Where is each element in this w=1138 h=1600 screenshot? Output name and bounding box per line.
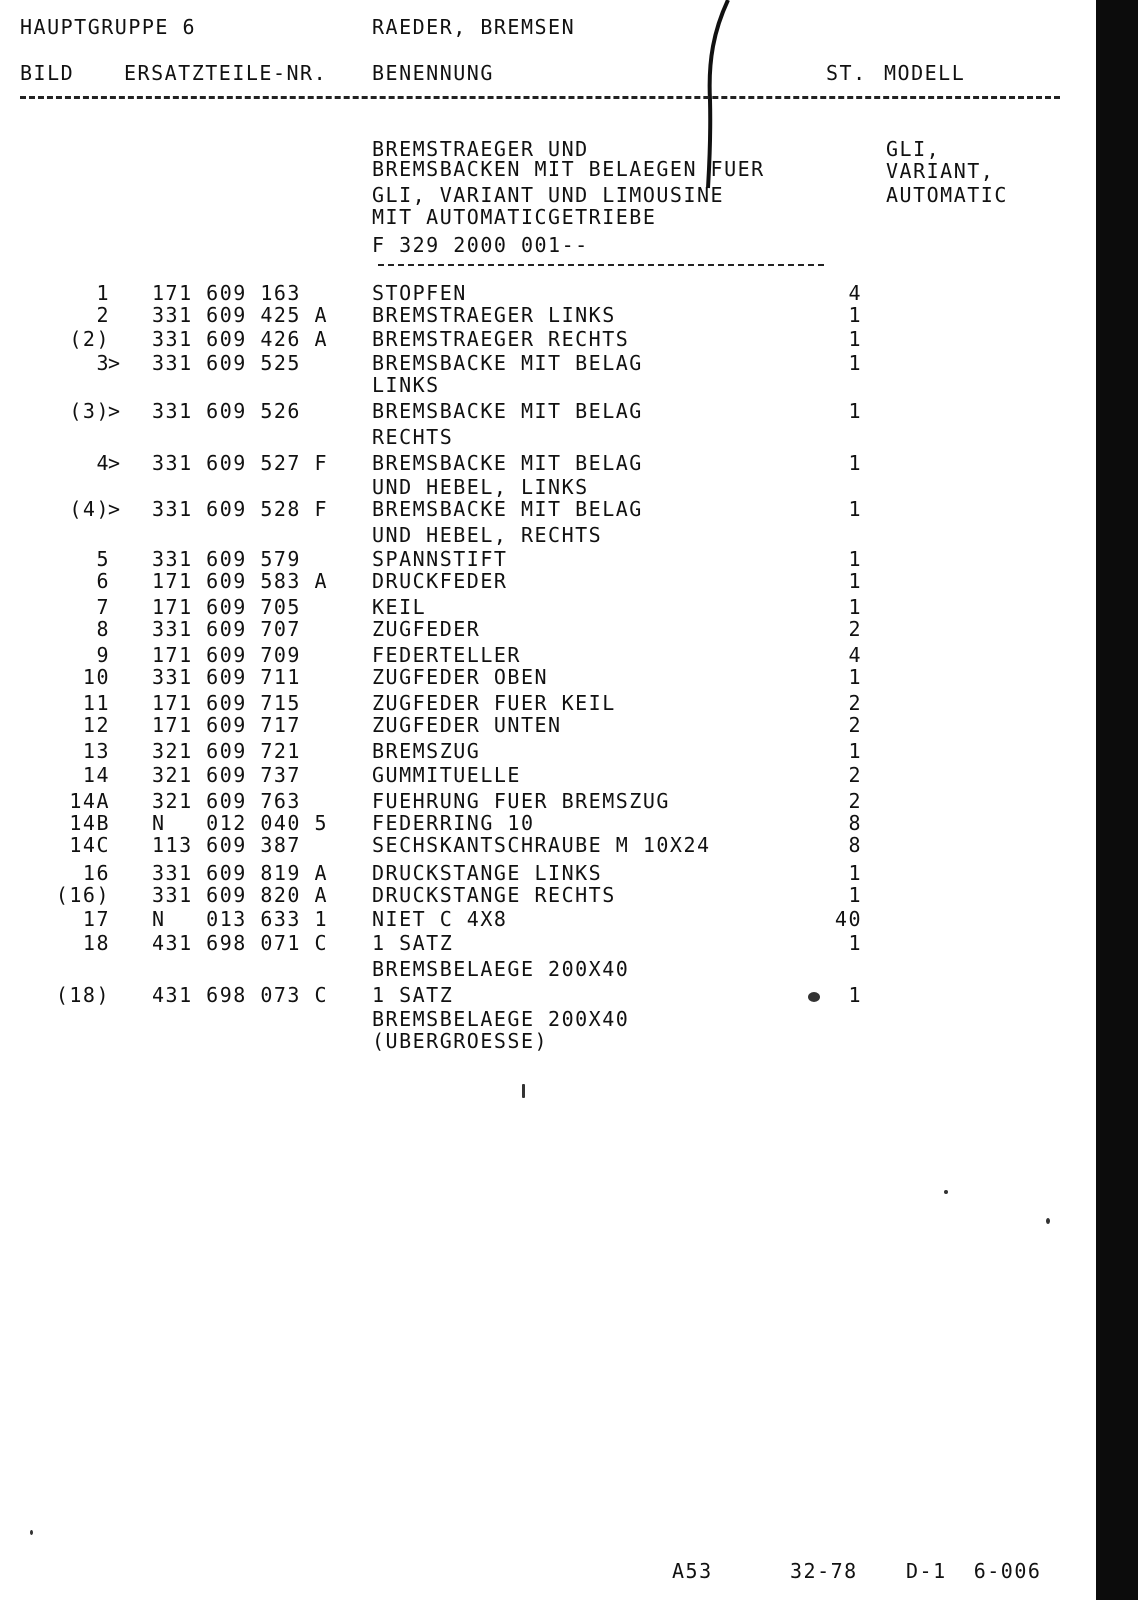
assembly-line-3: GLI, VARIANT UND LIMOUSINE xyxy=(372,183,725,207)
column-header-quantity: ST. xyxy=(826,61,867,85)
item-quantity: 1 xyxy=(848,739,862,763)
item-part-number: 321 609 763 xyxy=(152,789,301,813)
table-row xyxy=(0,351,1000,397)
item-description-continued: BREMSBELAEGE 200X40 xyxy=(372,1007,630,1031)
header-divider xyxy=(20,96,1060,99)
item-part-number: 171 609 715 xyxy=(152,691,301,715)
item-part-number: 171 609 583 A xyxy=(152,569,329,593)
model-line-2: VARIANT, xyxy=(886,159,995,183)
item-description: ZUGFEDER OBEN xyxy=(372,665,549,689)
assembly-divider xyxy=(378,264,824,266)
item-quantity: 2 xyxy=(848,617,862,641)
item-part-number: 331 609 819 A xyxy=(152,861,329,885)
footer-page-number: D-1 6-006 xyxy=(906,1559,1042,1583)
table-row xyxy=(0,282,1000,304)
scan-speck xyxy=(522,1084,525,1098)
scan-speck xyxy=(944,1190,948,1194)
item-figure-number: 14 xyxy=(82,763,110,787)
table-row xyxy=(0,764,1000,786)
item-figure-number: 14C xyxy=(69,833,110,857)
table-row xyxy=(0,740,1000,762)
item-part-number: 321 609 721 xyxy=(152,739,301,763)
table-row xyxy=(0,451,1000,499)
item-part-number: N 012 040 5 xyxy=(152,811,329,835)
column-header-part-number: ERSATZTEILE-NR. xyxy=(124,61,328,85)
table-row xyxy=(0,497,1000,547)
table-row xyxy=(0,931,1000,981)
table-row xyxy=(0,714,1000,736)
item-figure-number: (16) xyxy=(55,883,110,907)
item-description: BREMSBACKE MIT BELAG xyxy=(372,399,643,423)
item-description: 1 SATZ xyxy=(372,983,454,1007)
item-part-number: 171 609 709 xyxy=(152,643,301,667)
item-figure-number: 10 xyxy=(82,665,110,689)
table-row xyxy=(0,790,1000,812)
item-part-number: 113 609 387 xyxy=(152,833,301,857)
item-description: BREMSBACKE MIT BELAG xyxy=(372,497,643,521)
assembly-line-4: MIT AUTOMATICGETRIEBE xyxy=(372,205,657,229)
item-description: FEDERRING 10 xyxy=(372,811,535,835)
item-description: BREMSTRAEGER LINKS xyxy=(372,303,616,327)
item-description: DRUCKFEDER xyxy=(372,569,508,593)
main-group-title: HAUPTGRUPPE 6 xyxy=(20,15,197,39)
table-row xyxy=(0,304,1000,326)
item-part-number: 171 609 717 xyxy=(152,713,301,737)
item-quantity: 2 xyxy=(848,713,862,737)
model-line-3: AUTOMATIC xyxy=(886,183,1008,207)
item-description-continued: RECHTS xyxy=(372,425,454,449)
column-header-bild: BILD xyxy=(20,61,75,85)
item-description: 1 SATZ xyxy=(372,931,454,955)
table-row xyxy=(0,812,1000,834)
item-quantity: 1 xyxy=(848,983,862,1007)
table-row xyxy=(0,666,1000,688)
item-part-number: 171 609 705 xyxy=(152,595,301,619)
table-row xyxy=(0,618,1000,640)
item-figure-number: 1 xyxy=(96,281,110,305)
item-description: ZUGFEDER UNTEN xyxy=(372,713,562,737)
table-row xyxy=(0,570,1000,592)
table-row xyxy=(0,692,1000,714)
item-part-number: 171 609 163 xyxy=(152,281,301,305)
table-row xyxy=(0,834,1000,856)
item-change-marker: > xyxy=(108,351,122,375)
item-description: GUMMITUELLE xyxy=(372,763,521,787)
item-change-marker: > xyxy=(108,497,122,521)
item-part-number: 431 698 073 C xyxy=(152,983,329,1007)
item-figure-number: (2) xyxy=(69,327,110,351)
scan-edge-bar xyxy=(1096,0,1138,1600)
item-quantity: 1 xyxy=(848,399,862,423)
column-header-description: BENENNUNG xyxy=(372,61,494,85)
item-quantity: 1 xyxy=(848,327,862,351)
item-figure-number: 4 xyxy=(96,451,110,475)
item-quantity: 1 xyxy=(848,861,862,885)
item-part-number: 331 609 526 xyxy=(152,399,301,423)
item-quantity: 1 xyxy=(848,303,862,327)
assembly-code: F 329 2000 001-- xyxy=(372,233,589,257)
item-description: FUEHRUNG FUER BREMSZUG xyxy=(372,789,670,813)
item-description: ZUGFEDER xyxy=(372,617,481,641)
item-quantity: 1 xyxy=(848,931,862,955)
table-row xyxy=(0,596,1000,618)
item-description: ZUGFEDER FUER KEIL xyxy=(372,691,616,715)
item-part-number: 331 609 707 xyxy=(152,617,301,641)
footer-reference: A53 xyxy=(672,1559,713,1583)
item-description: BREMSBACKE MIT BELAG xyxy=(372,451,643,475)
item-description: BREMSZUG xyxy=(372,739,481,763)
item-quantity: 1 xyxy=(848,883,862,907)
item-quantity: 40 xyxy=(834,907,862,931)
item-quantity: 4 xyxy=(848,281,862,305)
item-description: KEIL xyxy=(372,595,427,619)
item-figure-number: 7 xyxy=(96,595,110,619)
item-quantity: 1 xyxy=(848,351,862,375)
section-title: RAEDER, BREMSEN xyxy=(372,15,576,39)
assembly-line-1: BREMSTRAEGER UND xyxy=(372,137,589,161)
item-description: NIET C 4X8 xyxy=(372,907,508,931)
item-figure-number: 13 xyxy=(82,739,110,763)
item-figure-number: (4) xyxy=(69,497,110,521)
item-description: SPANNSTIFT xyxy=(372,547,508,571)
item-quantity: 2 xyxy=(848,763,862,787)
item-quantity: 2 xyxy=(848,691,862,715)
item-part-number: 431 698 071 C xyxy=(152,931,329,955)
scan-speck xyxy=(1046,1218,1050,1224)
item-change-marker: > xyxy=(108,399,122,423)
item-change-marker: > xyxy=(108,451,122,475)
item-quantity: 1 xyxy=(848,451,862,475)
item-quantity: 8 xyxy=(848,833,862,857)
item-figure-number: (3) xyxy=(69,399,110,423)
item-quantity: 4 xyxy=(848,643,862,667)
item-part-number: 331 609 528 F xyxy=(152,497,329,521)
table-row xyxy=(0,983,1000,1053)
item-part-number: 331 609 711 xyxy=(152,665,301,689)
table-row xyxy=(0,328,1000,350)
scan-speck xyxy=(30,1530,33,1535)
item-part-number: 331 609 525 xyxy=(152,351,301,375)
item-description: STOPFEN xyxy=(372,281,467,305)
item-description: BREMSTRAEGER RECHTS xyxy=(372,327,630,351)
table-row xyxy=(0,908,1000,930)
item-description-continued: UND HEBEL, RECHTS xyxy=(372,523,603,547)
item-quantity: 1 xyxy=(848,595,862,619)
item-figure-number: 2 xyxy=(96,303,110,327)
item-quantity: 8 xyxy=(848,811,862,835)
item-figure-number: 3 xyxy=(96,351,110,375)
assembly-line-2: BREMSBACKEN MIT BELAEGEN FUER xyxy=(372,157,765,181)
item-figure-number: 16 xyxy=(82,861,110,885)
item-description: BREMSBACKE MIT BELAG xyxy=(372,351,643,375)
table-row xyxy=(0,862,1000,884)
item-figure-number: 17 xyxy=(82,907,110,931)
item-figure-number: 14B xyxy=(69,811,110,835)
item-part-number: 331 609 426 A xyxy=(152,327,329,351)
item-description: SECHSKANTSCHRAUBE M 10X24 xyxy=(372,833,711,857)
item-part-number: 321 609 737 xyxy=(152,763,301,787)
item-figure-number: 11 xyxy=(82,691,110,715)
item-figure-number: 14A xyxy=(69,789,110,813)
item-description-continued: BREMSBELAEGE 200X40 xyxy=(372,957,630,981)
table-row xyxy=(0,399,1000,449)
table-row xyxy=(0,644,1000,666)
model-line-1: GLI, xyxy=(886,137,941,161)
item-description: DRUCKSTANGE LINKS xyxy=(372,861,603,885)
item-part-number: 331 609 527 F xyxy=(152,451,329,475)
footer-date: 32-78 xyxy=(790,1559,858,1583)
item-part-number: 331 609 425 A xyxy=(152,303,329,327)
item-figure-number: 9 xyxy=(96,643,110,667)
item-part-number: 331 609 579 xyxy=(152,547,301,571)
item-description-continued: LINKS xyxy=(372,373,440,397)
table-row xyxy=(0,884,1000,906)
item-figure-number: 8 xyxy=(96,617,110,641)
item-description-continued: UND HEBEL, LINKS xyxy=(372,475,589,499)
item-part-number: N 013 633 1 xyxy=(152,907,329,931)
item-figure-number: (18) xyxy=(55,983,110,1007)
item-description: FEDERTELLER xyxy=(372,643,521,667)
item-quantity: 2 xyxy=(848,789,862,813)
column-header-model: MODELL xyxy=(884,61,966,85)
item-quantity: 1 xyxy=(848,547,862,571)
item-description-continued: (UBERGROESSE) xyxy=(372,1029,549,1053)
item-quantity: 1 xyxy=(848,497,862,521)
scan-speck xyxy=(808,992,820,1002)
item-figure-number: 5 xyxy=(96,547,110,571)
item-figure-number: 12 xyxy=(82,713,110,737)
item-quantity: 1 xyxy=(848,665,862,689)
item-figure-number: 18 xyxy=(82,931,110,955)
item-quantity: 1 xyxy=(848,569,862,593)
item-figure-number: 6 xyxy=(96,569,110,593)
item-description: DRUCKSTANGE RECHTS xyxy=(372,883,616,907)
item-part-number: 331 609 820 A xyxy=(152,883,329,907)
table-row xyxy=(0,548,1000,570)
